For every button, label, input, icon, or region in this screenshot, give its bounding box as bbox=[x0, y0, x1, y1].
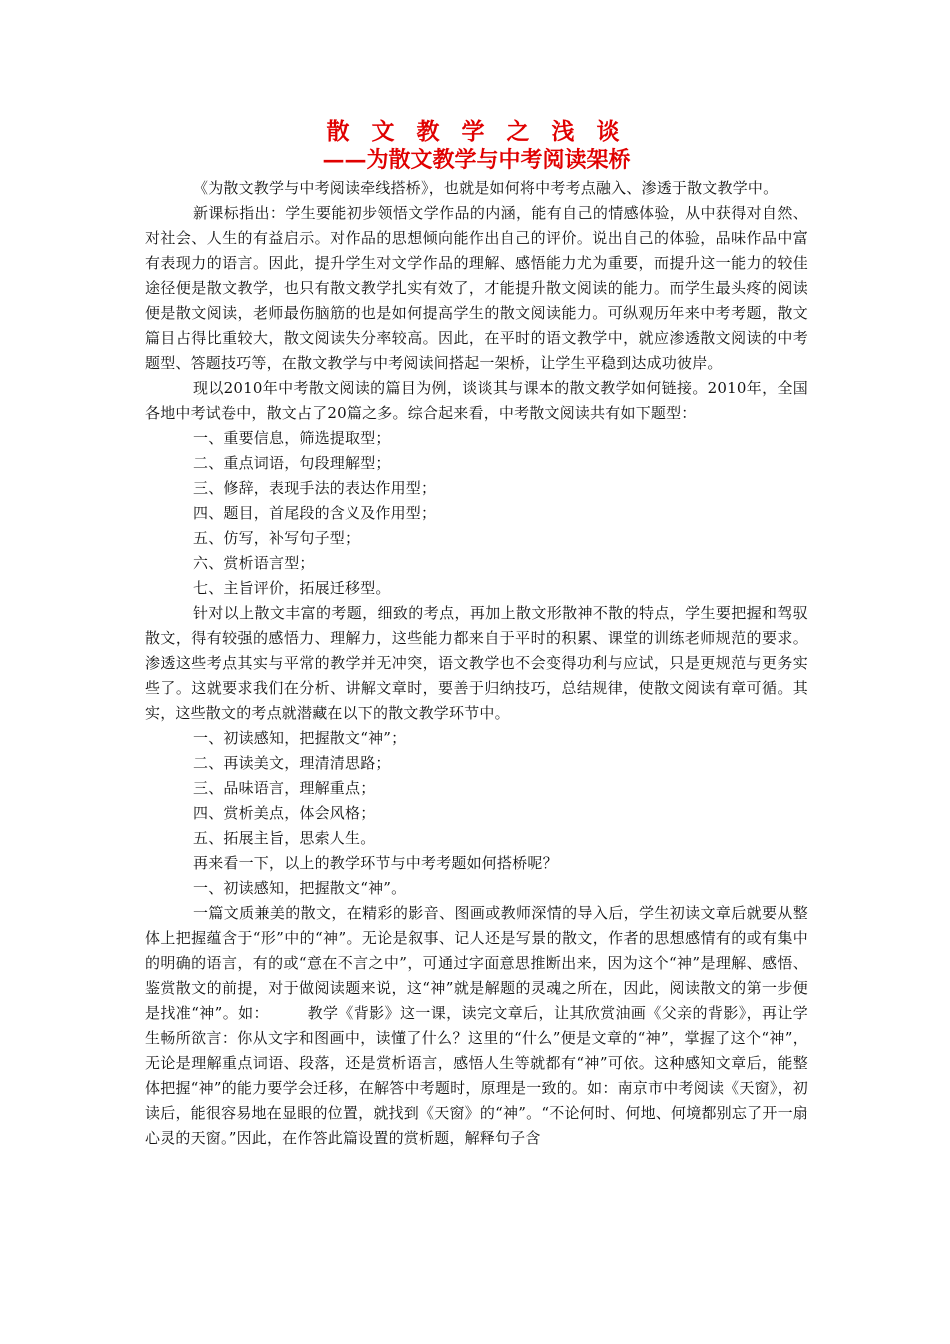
list-item: 三、修辞，表现手法的表达作用型； bbox=[193, 479, 437, 497]
paragraph: 现以2010年中考散文阅读的篇目为例，谈谈其与课本的散文教学如何链接。2010年，全国各地中考试卷中，散文占了20篇之多。综合起来看，中考散文阅读共有如下题型： bbox=[145, 379, 808, 422]
list-item: 三、品味语言，理解重点； bbox=[193, 779, 376, 797]
paragraph: 《为散文教学与中考阅读牵线搭桥》，也就是如何将中考考点融入、渗透于散文教学中。 bbox=[193, 179, 779, 197]
list-item: 五、拓展主旨，思索人生。 bbox=[193, 829, 376, 847]
list-item: 二、再读美文，理清清思路； bbox=[193, 754, 391, 772]
list-item: 二、重点词语，句段理解型； bbox=[193, 454, 391, 472]
list-item: 一、初读感知，把握散文“神”； bbox=[193, 729, 407, 747]
document-page bbox=[145, 118, 808, 1151]
list-item: 五、仿写，补写句子型； bbox=[193, 529, 361, 547]
paragraph: 针对以上散文丰富的考题，细致的考点，再加上散文形散神不散的特点，学生要把握和驾驭散文，得有较强的感悟力、理解力，这些能力都来自于平时的积累、课堂的训练老师规范的要求。渗透这些考点其实与平常的教学并无冲突，语文教学也不会变得功利与应试，只是更规范与更务实些了。这就要求我们在分析、讲解文章时，要善于归纳技巧，总结规律，使散文阅读有章可循。其实，这些散文的考点就潜藏在以下的散文教学环节中。 bbox=[145, 604, 808, 722]
list-item: 四、赏析美点，体会风格； bbox=[193, 804, 376, 822]
list-item: 七、主旨评价，拓展迁移型。 bbox=[193, 579, 391, 597]
paragraph: 再来看一下，以上的教学环节与中考考题如何搭桥呢？ bbox=[193, 854, 558, 872]
list-item: 四、题目，首尾段的含义及作用型； bbox=[193, 504, 437, 522]
paragraph: 新课标指出：学生要能初步领悟文学作品的内涵，能有自己的情感体验，从中获得对自然、对社会、人生的有益启示。对作品的思想倾向能作出自己的评价。说出自己的体验，品味作品中富有表现力的语言。因此，提升学生对文学作品的理解、感悟能力尤为重要，而提升这一能力的较佳途径便是散文教学，也只有散文教学扎实有效了，才能提升散文阅读的能力。而学生最头疼的阅读便是散文阅读，老师最伤脑筋的也是如何提高学生的散文阅读能力。可纵观历年来中考考题，散文篇目占得比重较大，散文阅读失分率较高。因此，在平时的语文教学中，就应渗透散文阅读的中考题型、答题技巧等，在散文教学与中考阅读间搭起一架桥，让学生平稳到达成功彼岸。 bbox=[145, 204, 808, 372]
document-body bbox=[145, 176, 808, 1151]
document-subtitle: ——为散文教学与中考阅读架桥 bbox=[322, 147, 631, 173]
list-item: 六、赏析语言型； bbox=[193, 554, 315, 572]
list-item: 一、重要信息，筛选提取型； bbox=[193, 429, 391, 447]
document-title: 散 文 教 学 之 浅 谈 bbox=[326, 118, 627, 145]
paragraph: 一篇文质兼美的散文，在精彩的影音、图画或教师深情的导入后，学生初读文章后就要从整体上把握蕴含于“形”中的“神”。无论是叙事、记人还是写景的散文，作者的思想感情有的或有集中的明确的语言，有的或“意在不言之中”，可通过字面意思推断出来，因为这个“神”是理解、感悟、鉴赏散文的前提，对于做阅读题来说，这“神”就是解题的灵魂之所在，因此，阅读散文的第一步便是找准“神”。如： 教学《背影》这一课，读完文章后，让其欣赏油画《父亲的背影》，再让学生畅所欲言：你从文字和图画中，读懂了什么？这里的“什么”便是文章的“神”，掌握了这个“神”，无论是理解重点词语、段落，还是赏析语言，感悟人生等就都有“神”可依。这种感知文章后，能整体把握“神”的能力要学会迁移，在解答中考题时，原理是一致的。如：南京市中考阅读《天窗》，初读后，能很容易地在显眼的位置，就找到《天窗》的“神”。“不论何时、何地、何境都别忘了开一扇心灵的天窗。”因此，在作答此篇设置的赏析题，解释句子含 bbox=[145, 904, 808, 1147]
section-heading: 一、初读感知，把握散文“神”。 bbox=[193, 879, 407, 897]
